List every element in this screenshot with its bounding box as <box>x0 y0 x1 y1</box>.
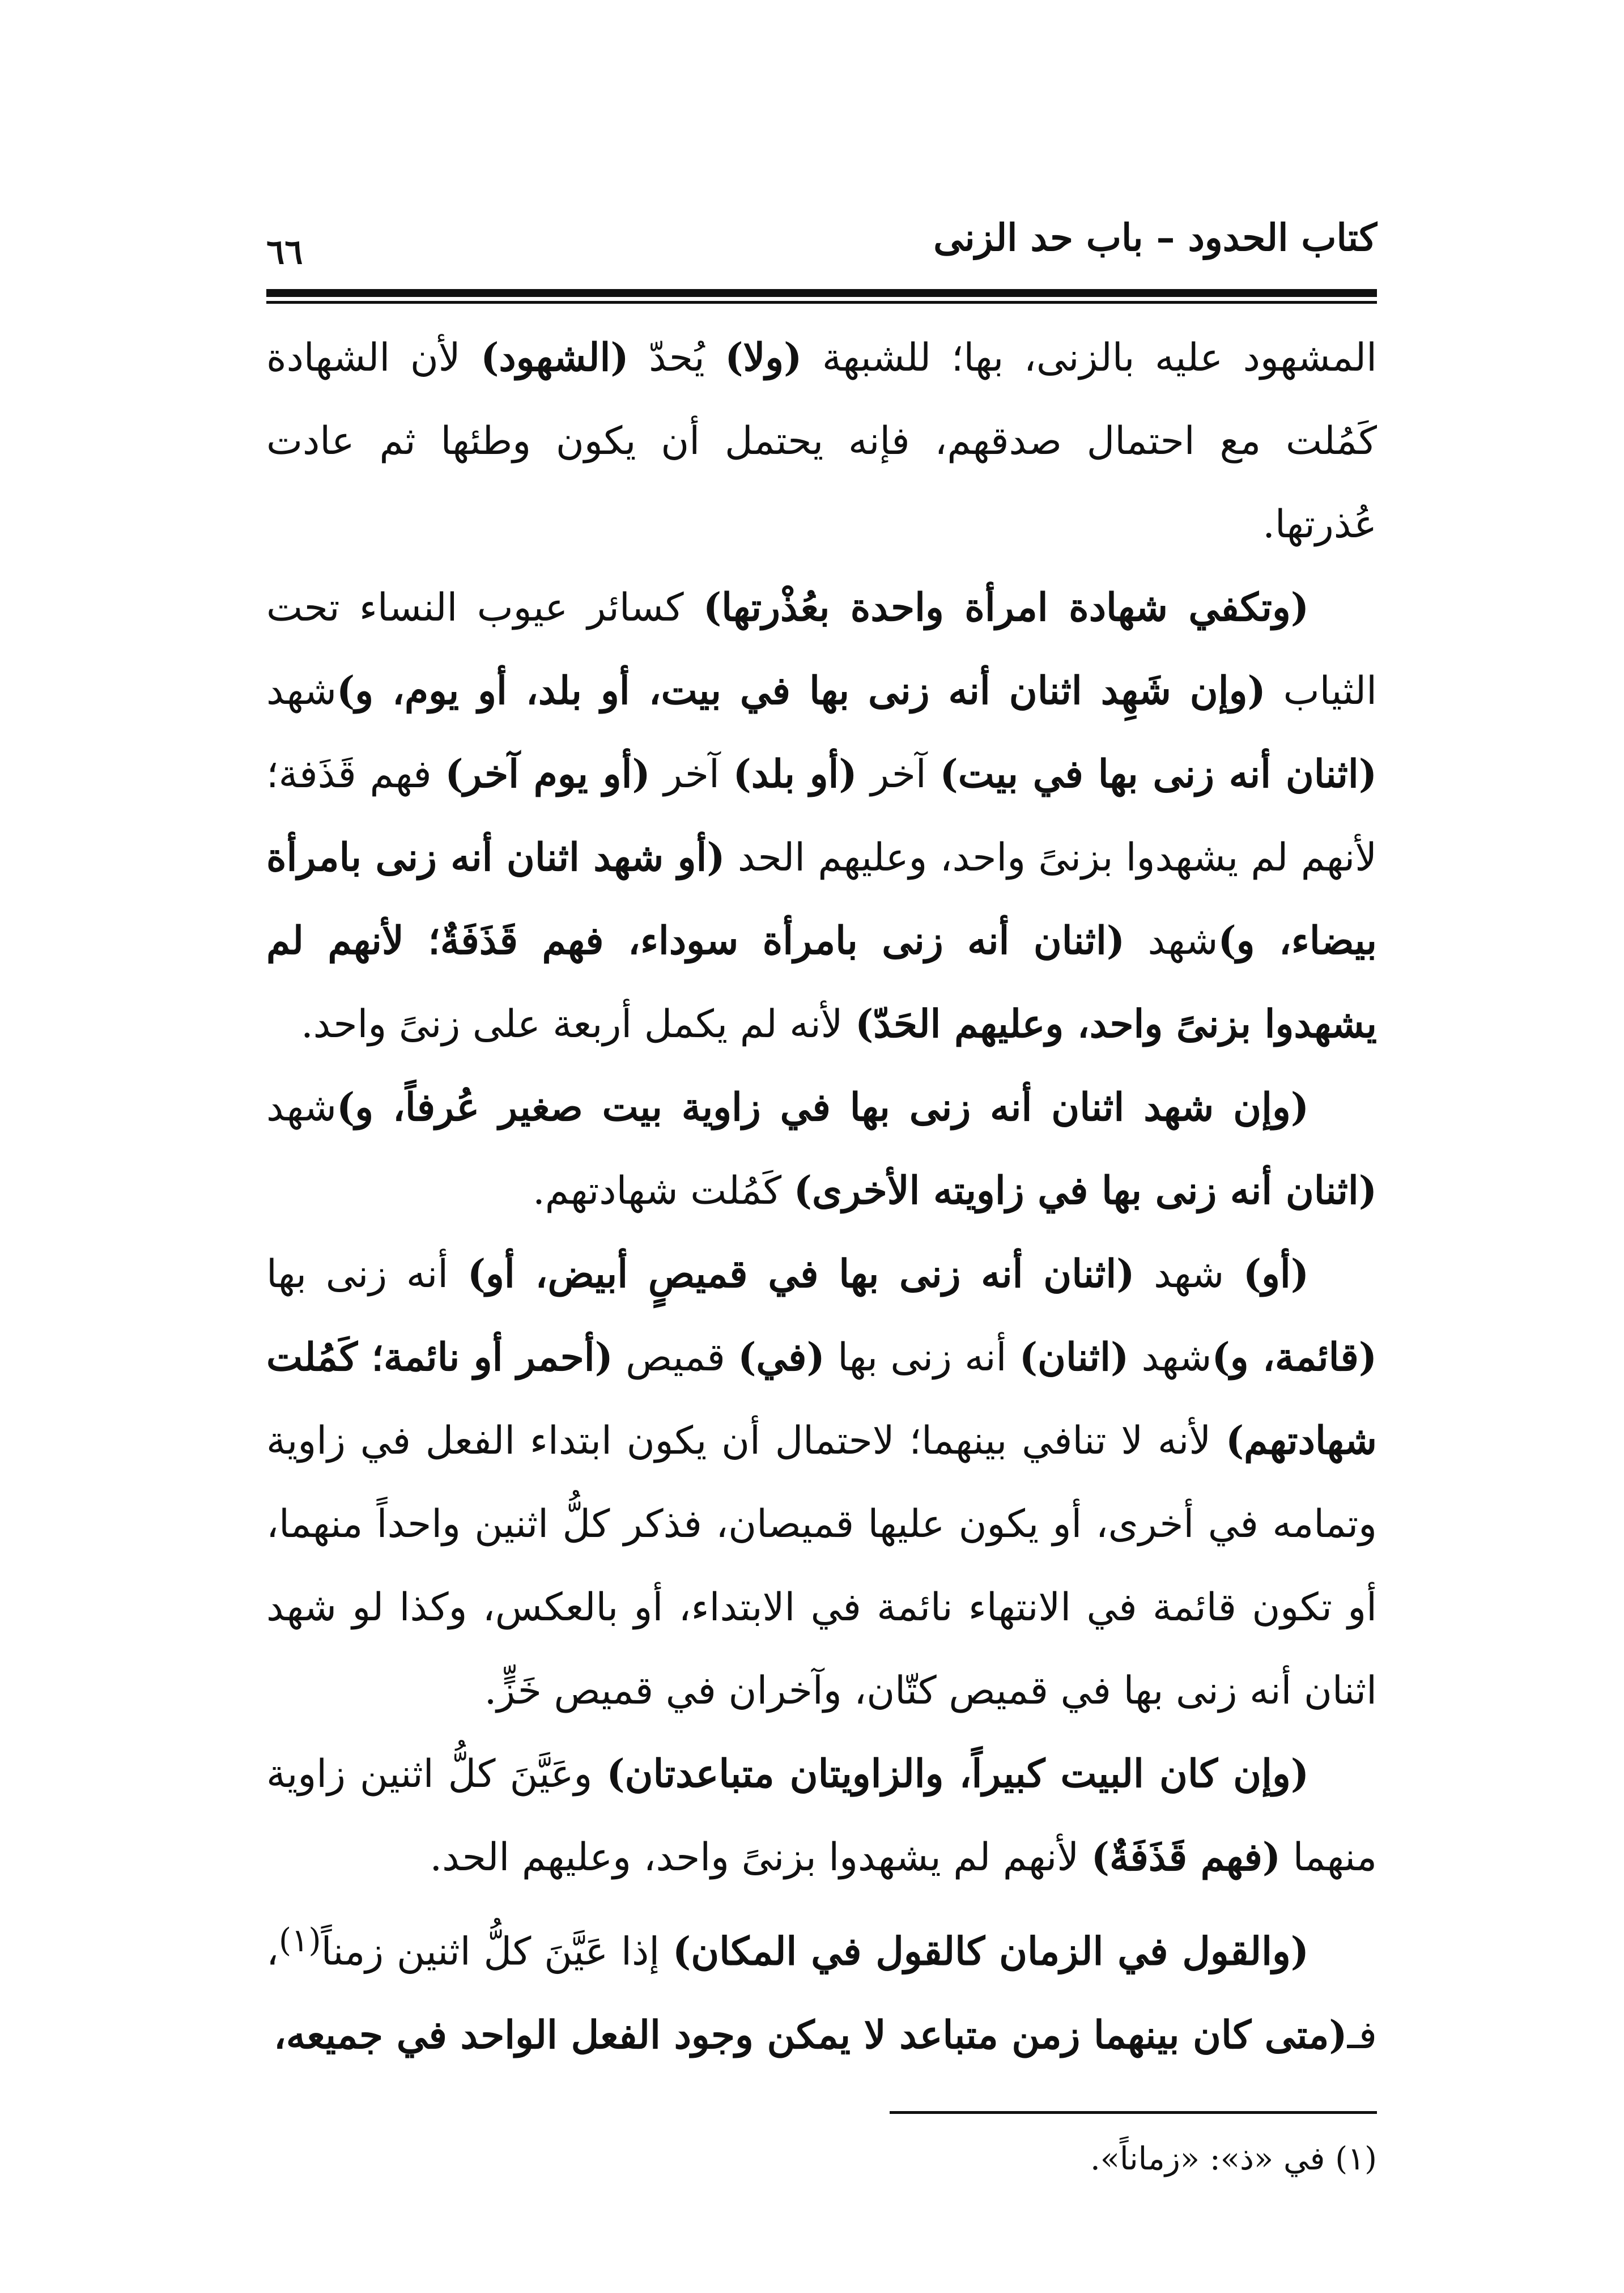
text-segment: شهد <box>266 669 337 714</box>
text-segment: شهد <box>266 1085 337 1130</box>
bold-text-segment: (اثنان أنه زنى بها في بيت) <box>939 751 1377 797</box>
bold-text-segment: (اثنان أنه زنى بها في زاويته الأخرى) <box>793 1168 1377 1213</box>
bold-text-segment: (أو يوم آخر) <box>445 751 651 797</box>
text-segment: فهم قَذَفة؛ لأنهم لم يشهدوا بزنىً واحد، وعليهم الحد <box>266 752 1377 880</box>
body-text <box>266 316 1377 2077</box>
bold-text-segment: (قائمة، و) <box>1211 1335 1378 1380</box>
bold-text-segment: (متى كان بينهما زمن متباعد لا يمكن وجود الفعل الواحد في جميعه، <box>273 2012 1347 2058</box>
bold-text-segment: (والقول في الزمان كالقول في المكان) <box>673 1929 1309 1974</box>
bold-text-segment: (الشهود) <box>481 335 629 380</box>
bold-text-segment: (وإن كان البيت كبيراً، والزاويتان متباعدتان) <box>606 1751 1309 1797</box>
bold-text-segment: (وإن شهد اثنان أنه زنى بها في زاوية بيت صغير عُرفاً، و) <box>337 1085 1309 1130</box>
bold-text-segment: (في) <box>738 1335 825 1380</box>
page-number: ٦٦ <box>266 232 303 272</box>
footnote: (١) في «ذ»: «زماناً». <box>1090 2140 1377 2177</box>
paragraph <box>266 316 1377 566</box>
bold-text-segment: (ولا) <box>725 335 802 380</box>
footnote-marker: (١) <box>278 1922 321 1959</box>
text-segment: ، فـ <box>266 1929 1377 2058</box>
text-segment: شهد <box>1125 919 1218 963</box>
paragraph <box>266 1733 1377 1899</box>
text-segment: كَمُلت شهادتهم. <box>533 1169 794 1213</box>
text-segment: شهد <box>1134 1252 1243 1297</box>
running-title: كتاب الحدود – باب حد الزنى <box>933 215 1377 260</box>
bold-text-segment: (أو) <box>1243 1251 1309 1297</box>
text-segment: قميص <box>613 1335 738 1380</box>
paragraph <box>266 566 1377 1066</box>
page-header <box>266 204 1377 289</box>
header-rule-thick <box>266 289 1377 297</box>
text-segment: وعَيَّنَ كلُّ اثنين زاوية منهما <box>266 1752 1377 1880</box>
bold-text-segment: (اثنان أنه زنى بها في قميصٍ أبيض، أو) <box>467 1251 1135 1297</box>
header-rule-thin <box>266 301 1377 304</box>
text-segment: إذا عَيَّنَ كلُّ اثنين زمناً <box>321 1929 673 1974</box>
text-segment: لأنه لا تنافي بينهما؛ لاحتمال أن يكون ابتداء الفعل في زاوية وتمامه في أخرى، أو يكون عليها قميصان، فذكر كلُّ اثنين واحداً منهما، أو تكون قائمة في الانتهاء نائمة في الابتداء، أو بالعكس، وكذا لو شهد اثنان أنه زنى بها في قميص كتّان، وآخران في قميص خَزٍّ. <box>266 1419 1377 1713</box>
bold-text-segment: (فهم قَذَفَةٌ) <box>1091 1835 1281 1880</box>
bold-text-segment: (أو بلد) <box>733 751 857 797</box>
text-segment: أنه زنى بها <box>824 1335 1019 1380</box>
text-segment: آخر <box>857 752 940 797</box>
bold-text-segment: (أو شهد اثنان أنه زنى بامرأة بيضاء، و) <box>266 835 1377 963</box>
text-segment: كسائر عيوب النساء تحت الثياب <box>266 585 1377 714</box>
paragraph <box>266 1066 1377 1233</box>
bold-text-segment: (اثنان أنه زنى بامرأة سوداء، فهم قَذَفَةٌ؛ لأنهم لم يشهدوا بزنىً واحد، وعليهم الحَدّ) <box>266 918 1377 1047</box>
text-segment: لأنهم لم يشهدوا بزنىً واحد، وعليهم الحد. <box>430 1835 1091 1880</box>
bold-text-segment: (وتكفي شهادة امرأة واحدة بعُذْرتها) <box>703 585 1309 630</box>
text-segment: يُحدّ <box>628 336 725 380</box>
text-segment: لأن الشهادة كَمُلت مع احتمال صدقهم، فإنه يحتمل أن يكون وطئها ثم عادت عُذرتها. <box>266 336 1377 547</box>
text-segment: شهد <box>1129 1335 1212 1380</box>
text-segment: آخر <box>650 752 733 797</box>
bold-text-segment: (أحمر أو نائمة؛ كَمُلت شهادتهم) <box>266 1335 1377 1463</box>
footnote-separator <box>890 2111 1377 2114</box>
book-page <box>266 204 1378 2177</box>
paragraph <box>266 1899 1377 2077</box>
text-segment: لأنه لم يكمل أربعة على زنىً واحد. <box>301 1002 856 1047</box>
text-segment: المشهود عليه بالزنى، بها؛ للشبهة <box>802 336 1377 380</box>
text-segment: أنه زنى بها <box>266 1252 467 1297</box>
bold-text-segment: (اثنان) <box>1019 1335 1129 1380</box>
bold-text-segment: (وإن شَهِد اثنان أنه زنى بها في بيت، أو بلد، أو يوم، و) <box>337 668 1266 714</box>
paragraph <box>266 1233 1377 1733</box>
